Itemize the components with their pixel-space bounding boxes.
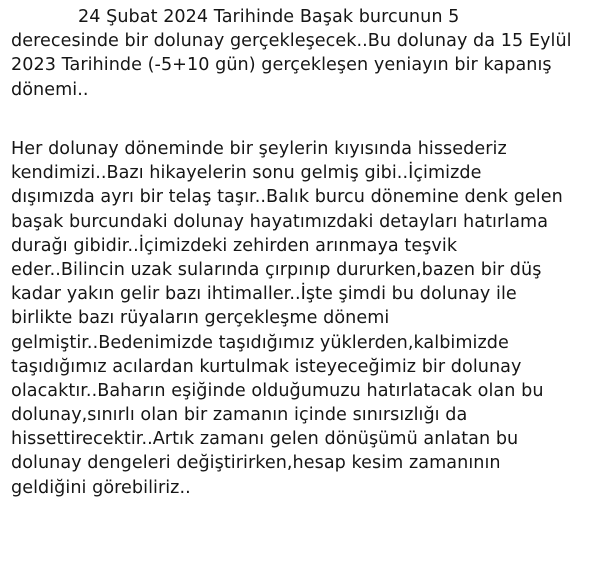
text-line: olacaktır..Baharın eşiğinde olduğumuzu hatırlatacak olan bu — [11, 380, 544, 401]
paragraph-intro — [11, 5, 597, 102]
text-line: durağı gibidir..İçimizdeki zehirden arınmaya teşvik — [11, 235, 458, 256]
text-line: kadar yakın gelir bazı ihtimaller..İşte şimdi bu dolunay ile — [11, 284, 517, 305]
text-line: birlikte bazı rüyaların gerçekleşme dönemi — [11, 308, 390, 329]
paragraph-body — [11, 137, 597, 500]
text-line: taşıdığımız acılardan kurtulmak isteyeceğimiz bir dolunay — [11, 356, 522, 377]
text-line: dışımızda ayrı bir telaş taşır..Balık burcu dönemine denk gelen — [11, 187, 563, 208]
text-line: derecesinde bir dolunay gerçekleşecek..Bu dolunay da 15 Eylül — [11, 31, 572, 52]
text-line: dolunay,sınırlı olan bir zamanın içinde sınırsızlığı da — [11, 405, 468, 426]
text-line: gelmiştir..Bedenimizde taşıdığımız yüklerden,kalbimizde — [11, 332, 509, 353]
text-line: başak burcundaki dolunay hayatımızdaki detayları hatırlama — [11, 211, 549, 232]
text-line: geldiğini görebiliriz.. — [11, 477, 191, 498]
text-line: 24 Şubat 2024 Tarihinde Başak burcunun 5 — [78, 7, 460, 27]
text-line: eder..Bilincin uzak sularında çırpınıp dururken,bazen bir düş — [11, 259, 542, 280]
text-line: hissettirecektir..Artık zamanı gelen dönüşümü anlatan bu — [11, 429, 519, 450]
text-line: 2023 Tarihinde (-5+10 gün) gerçekleşen yeniayın bir kapanış — [11, 55, 552, 76]
text-line: dönemi.. — [11, 79, 89, 100]
text-line: dolunay dengeleri değiştirirken,hesap kesim zamanının — [11, 453, 501, 474]
text-line: kendimizi..Bazı hikayelerin sonu gelmiş gibi..İçimizde — [11, 163, 482, 184]
text-line: Her dolunay döneminde bir şeylerin kıyısında hissederiz — [11, 139, 507, 159]
